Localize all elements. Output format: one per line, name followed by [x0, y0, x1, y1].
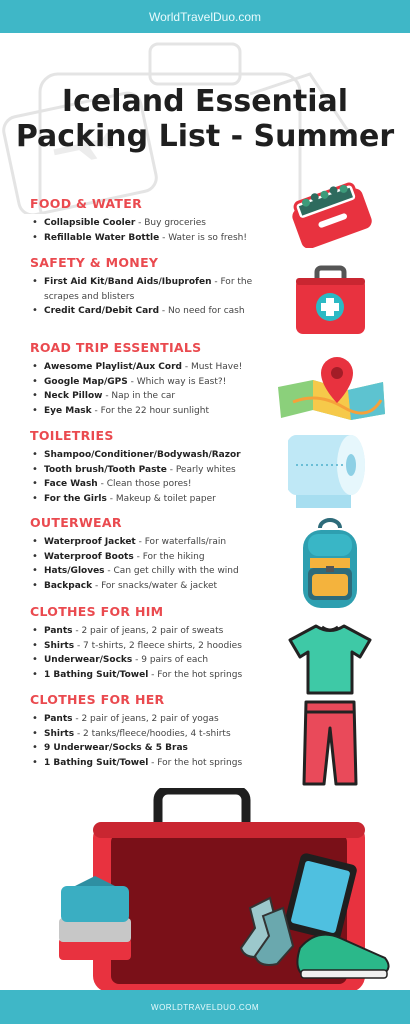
list-item: • Credit Card/Debit Card - No need for cash [30, 304, 285, 319]
list-item: • Face Wash - Clean those pores! [30, 477, 285, 492]
section-safety-money [30, 255, 285, 319]
top-banner [0, 0, 410, 33]
list-item: • Neck Pillow - Nap in the car [30, 389, 285, 404]
list-item: • Hats/Gloves - Can get chilly with the wind [30, 564, 285, 579]
list-item: • Waterproof Boots - For the hiking [30, 550, 285, 565]
page-title: Iceland Essential Packing List - Summer [15, 84, 395, 154]
section-toiletries [30, 428, 285, 506]
list-item: • Shirts - 2 tanks/fleece/hoodies, 4 t-shirts [30, 727, 285, 742]
section-title: CLOTHES FOR HER [30, 692, 165, 707]
section-title: SAFETY & MONEY [30, 255, 159, 270]
list-item: • Underwear/Socks - 9 pairs of each [30, 653, 285, 668]
toilet-paper-icon [288, 430, 370, 510]
section-food-water [30, 196, 285, 245]
list-item: • Shampoo/Conditioner/Bodywash/Razor [30, 448, 285, 463]
list-item: • 9 Underwear/Socks & 5 Bras [30, 741, 285, 756]
pants-icon [300, 698, 360, 788]
list-item: • First Aid Kit/Band Aids/Ibuprofen - For the scrapes and blisters [30, 275, 285, 304]
list-item: • Pants - 2 pair of jeans, 2 pair of sweats [30, 624, 285, 639]
section-title: TOILETRIES [30, 428, 114, 443]
section-road-trip [30, 340, 285, 418]
map-pin-icon [273, 352, 388, 422]
suitcase-icon [55, 788, 395, 990]
section-title: OUTERWEAR [30, 515, 122, 530]
section-title: FOOD & WATER [30, 196, 142, 211]
list-item: • 1 Bathing Suit/Towel - For the hot springs [30, 756, 285, 771]
cooler-icon [285, 178, 375, 248]
list-item: • Awesome Playlist/Aux Cord - Must Have! [30, 360, 285, 375]
bottom-banner [0, 990, 410, 1024]
list-item: • Google Map/GPS - Which way is East?! [30, 375, 285, 390]
list-item: • Pants - 2 pair of jeans, 2 pair of yogas [30, 712, 285, 727]
section-clothes-him [30, 604, 285, 682]
tshirt-icon [288, 623, 373, 695]
list-item: • Backpack - For snacks/water & jacket [30, 579, 285, 594]
list-item: • Eye Mask - For the 22 hour sunlight [30, 404, 285, 419]
backpack-icon [298, 518, 362, 610]
list-item: • Refillable Water Bottle - Water is so fresh! [30, 231, 285, 246]
list-item: • Collapsible Cooler - Buy groceries [30, 216, 285, 231]
footer-site-name[interactable]: WORLDTRAVELDUO.COM [151, 1002, 259, 1012]
list-item: • Waterproof Jacket - For waterfalls/rain [30, 535, 285, 550]
list-item: • Tooth brush/Tooth Paste - Pearly whites [30, 463, 285, 478]
section-title: ROAD TRIP ESSENTIALS [30, 340, 202, 355]
list-item: • 1 Bathing Suit/Towel - For the hot springs [30, 668, 285, 683]
section-title: CLOTHES FOR HIM [30, 604, 164, 619]
section-outerwear [30, 515, 285, 593]
section-clothes-her [30, 692, 285, 770]
list-item: • Shirts - 7 t-shirts, 2 fleece shirts, 2 hoodies [30, 639, 285, 654]
list-item: • For the Girls - Makeup & toilet paper [30, 492, 285, 507]
first-aid-kit-icon [293, 265, 368, 337]
site-name[interactable]: WorldTravelDuo.com [148, 9, 262, 24]
